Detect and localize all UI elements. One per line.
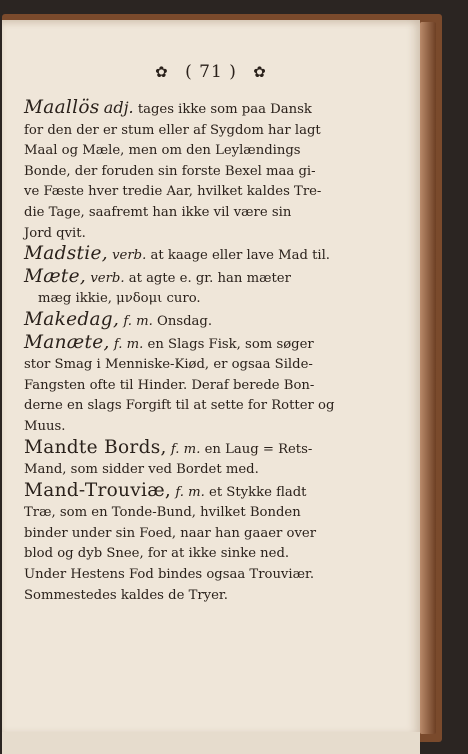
entry-line: mæg ikkie, μνδομι curo. (38, 291, 201, 307)
entry-headword: Mæte, (24, 265, 87, 287)
ornament-right-icon: ✿ (253, 63, 267, 81)
page-number: ( 71 ) (185, 62, 237, 82)
entry-line: die Tage, saafremt han ikke vil være sin (24, 204, 292, 220)
entry-line: Sommestedes kaldes de Tryer. (24, 587, 228, 603)
page-header (2, 62, 420, 82)
entry-pos: f. m. (170, 441, 201, 457)
entry-pos: f. m. (175, 484, 205, 500)
dictionary-entry (24, 244, 342, 267)
dictionary-entry (24, 310, 342, 333)
ornament-left-icon: ✿ (155, 63, 169, 81)
entry-line: Muus. (24, 418, 66, 434)
dictionary-entry (24, 267, 342, 310)
entry-headword: Madstie, (24, 243, 108, 265)
entry-line: Træ, som en Tonde-Bund, hvilket Bonden (24, 505, 301, 521)
entry-pos: verb. (90, 270, 125, 286)
entry-line: stor Smag i Menniske-Kiød, er ogsaa Silde- (24, 357, 313, 373)
entry-headword: Manæte, (24, 331, 110, 353)
entry-headword: Mand-Trouviæ, (24, 479, 172, 501)
entry-line: for den der er stum eller af Sygdom har lagt (24, 122, 321, 138)
entry-headword: Makedag, (24, 308, 120, 330)
entry-line: Fangsten ofte til Hinder. Deraf berede Bon- (24, 377, 315, 393)
entry-line: ve Fæste hver tredie Aar, hvilket kaldes Tre- (24, 184, 322, 200)
entry-line: en Slags Fisk, som søger (147, 336, 314, 352)
entry-line: Jord qvit. (24, 225, 86, 241)
entry-pos: f. m. (113, 336, 144, 352)
entry-line: binder under sin Foed, naar han gaaer over (24, 525, 317, 541)
entry-line: Maal og Mæle, men om den Leylændings (24, 143, 301, 159)
entry-line: Under Hestens Fod bindes ogsaa Trouviær. (24, 567, 315, 583)
entry-headword: Maallös (24, 97, 100, 118)
entry-line: derne en slags Forgift til at sette for Rotter og (24, 398, 335, 414)
entry-line: en Laug = Rets- (204, 441, 313, 457)
entry-pos: f. m. (123, 313, 153, 329)
entry-line: et Stykke fladt (209, 484, 307, 500)
entry-pos: verb. (112, 248, 147, 264)
dictionary-entry (24, 98, 342, 244)
dictionary-text (24, 98, 342, 606)
entry-line: Mand, som sidder ved Bordet med. (24, 462, 259, 478)
entry-line: tages ikke som paa Dansk (137, 102, 312, 117)
entry-pos: adj. (103, 98, 134, 117)
dictionary-entry (24, 481, 342, 607)
page-edges (420, 22, 436, 734)
entry-line: Onsdag. (157, 313, 213, 329)
entry-line: blod og dyb Snee, for at ikke sinke ned. (24, 546, 290, 562)
dictionary-entry (24, 333, 342, 438)
entry-line: at agte e. gr. han mæter (128, 270, 291, 286)
page-bottom-shadow (2, 732, 420, 754)
book-page (2, 20, 420, 734)
dictionary-entry (24, 438, 342, 481)
entry-line: Bonde, der foruden sin forste Bexel maa gi- (24, 163, 316, 179)
entry-headword: Mandte Bords, (24, 436, 167, 458)
entry-line: at kaage eller lave Mad til. (150, 248, 330, 264)
